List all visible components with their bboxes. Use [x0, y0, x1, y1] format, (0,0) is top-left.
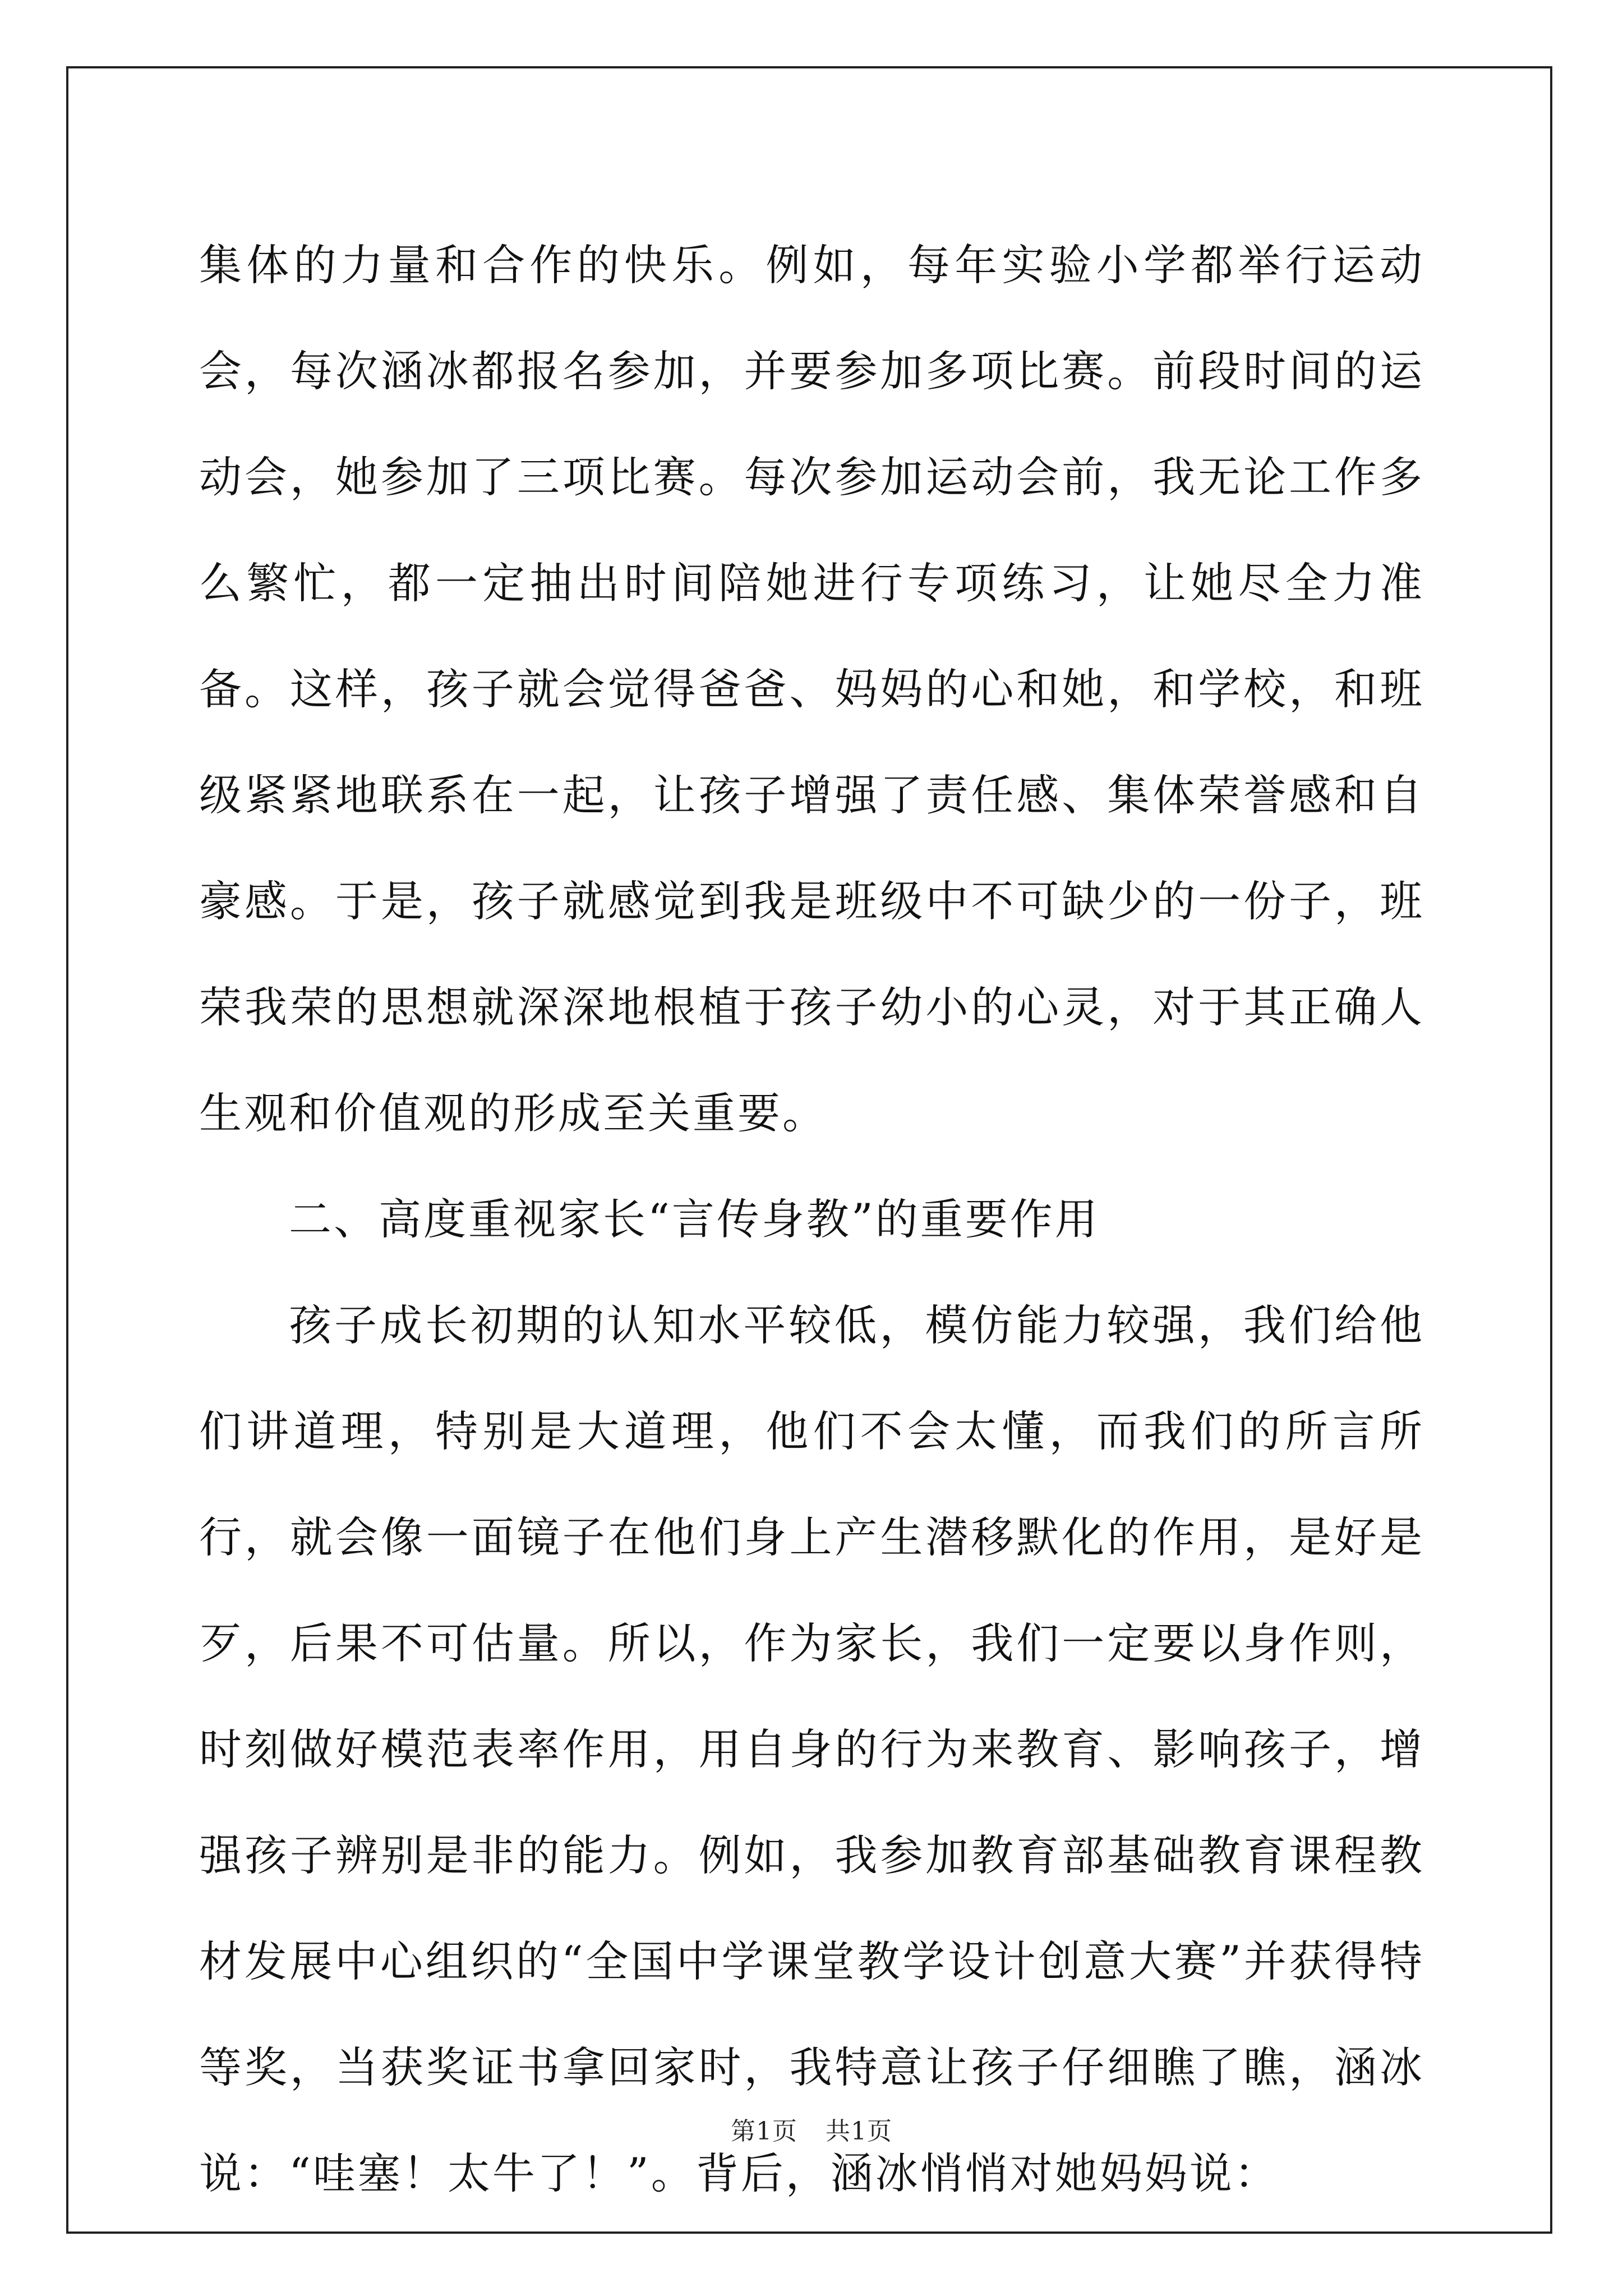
page-total: 共1页 — [826, 2117, 892, 2146]
paragraph-2: 孩子成长初期的认知水平较低，模仿能力较强，我们给他们讲道理，特别是大道理，他们不会太懂，而我们的所言所行，就会像一面镜子在他们身上产生潜移默化的作用，是好是歹，后果不可估量。所以，作为家长，我们一定要以身作则，时刻做好模范表率作用，用自身的行为来教育、影响孩子，增强孩子辨别是非的能力。例如，我参加教育部基础教育课程教材发展中心组织的“全国中学课堂教学设计创意大赛”并获得特等奖，当获奖证书拿回家时，我特意让孩子仔细瞧了瞧，涵冰说：“哇塞！太牛了！”。背后，涵冰悄悄对她妈妈说： — [199, 1300, 1424, 2198]
section-heading: 二、高度重视家长“言传身教”的重要作用 — [289, 1194, 1100, 1244]
page-footer — [0, 2115, 1623, 2148]
document-body — [199, 212, 1424, 2226]
paragraph-1: 集体的力量和合作的快乐。例如，每年实验小学都举行运动会，每次涵冰都报名参加，并要参加多项比赛。前段时间的运动会，她参加了三项比赛。每次参加运动会前，我无论工作多么繁忙，都一定抽出时间陪她进行专项练习，让她尽全力准备。这样，孩子就会觉得爸爸、妈妈的心和她，和学校，和班级紧紧地联系在一起，让孩子增强了责任感、集体荣誉感和自豪感。于是，孩子就感觉到我是班级中不可缺少的一份子，班荣我荣的思想就深深地根植于孩子幼小的心灵，对于其正确人生观和价值观的形成至关重要。 — [199, 240, 1424, 1138]
page-number: 第1页 — [731, 2117, 797, 2146]
